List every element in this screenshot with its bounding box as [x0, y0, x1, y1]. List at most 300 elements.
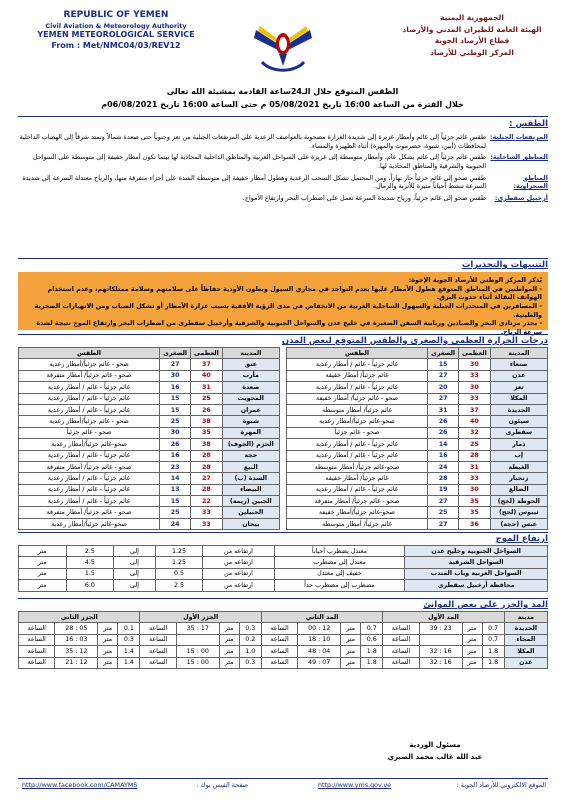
max-temp: 33: [459, 370, 490, 381]
tide-height: 0.7: [361, 623, 383, 635]
weather-desc: غائم جزئياً - غائم / أمطار رعدية: [19, 484, 160, 495]
temps-column-header: العظمى: [459, 348, 490, 359]
weather-desc: صحو-غائم جزئياً/أمطار رعدية: [287, 416, 428, 427]
city-name: شبوة: [222, 416, 279, 427]
weather-desc: صحو - غائم جزئياً: [287, 427, 428, 438]
height-to: 1.5: [66, 568, 114, 579]
max-temp: 25: [191, 393, 222, 404]
temps-row: [287, 439, 548, 450]
temps-row: [19, 507, 280, 518]
tide-height: 0.2: [239, 634, 261, 646]
warnings-heading: التنبيهات والتحذيرات: [461, 260, 548, 270]
height-to: 4.5: [66, 557, 114, 568]
temps-header-row: [287, 348, 548, 359]
weather-section: [18, 116, 548, 205]
weather-region-text: طقس صحو إلى غائم جزئياً، ورياح شديدة السرعة تعمل على اضطراب البحر وارتفاع الأمواج.: [242, 193, 486, 202]
tide-group-header: مدينة: [504, 612, 547, 623]
unit: متر: [19, 568, 67, 579]
warnings-box: [18, 272, 548, 336]
tide-height: 1.8: [361, 646, 383, 658]
tide-time: 16 : 32: [419, 646, 462, 658]
min-temp: 13: [159, 484, 190, 495]
tide-row: [19, 657, 548, 669]
weather-desc: غائم جزئياً - غائم / أمطار رعدية: [19, 473, 160, 484]
document-ref: From : Met/NMC04/03/REV12: [51, 40, 181, 50]
coast-name: محافظة أرخبيل سقطرى: [405, 580, 548, 591]
tides-section: [18, 598, 548, 612]
tide-unit-m: متر: [462, 623, 482, 635]
max-temp: 28: [191, 450, 222, 461]
tide-height: 1.8: [361, 657, 383, 669]
temps-row: [287, 404, 548, 415]
tide-unit-m: متر: [219, 623, 239, 635]
port-name: عدن: [504, 657, 547, 669]
temps-row: [287, 382, 548, 393]
tide-time: 00 : 15: [176, 646, 219, 658]
min-temp: 20: [427, 382, 458, 393]
waves-section: [18, 532, 548, 546]
max-temp: 30: [459, 382, 490, 393]
tide-height: 0.6: [361, 634, 383, 646]
weather-item: [18, 174, 548, 191]
city-name: المحويت: [222, 393, 279, 404]
temps-row: [19, 359, 280, 370]
weather-desc: غائم جزئياً/ أمطار متوسطة: [287, 404, 428, 415]
city-name: زنجبار: [490, 473, 547, 484]
tide-unit-h: الساعة: [140, 634, 176, 646]
tide-time: 10 : 18: [298, 634, 341, 646]
to-label: إلى: [114, 568, 156, 579]
temps-row: [19, 427, 280, 438]
max-temp: 28: [191, 484, 222, 495]
city-name: عدن: [490, 370, 547, 381]
min-temp: 27: [159, 359, 190, 370]
port-name: الحديدة: [504, 623, 547, 635]
max-temp: 26: [191, 404, 222, 415]
min-temp: 16: [159, 450, 190, 461]
tide-unit-h: الساعة: [19, 623, 55, 635]
warning-item: يُذكر المركز الوطني للأرصاد الجوية الإخوة:: [408, 276, 542, 284]
tide-group-header: المد الثاني: [261, 612, 382, 623]
wave-row: [19, 568, 548, 579]
min-temp: 28: [427, 473, 458, 484]
temps-header-row: [19, 348, 280, 359]
temps-row: [287, 496, 548, 507]
wave-row: [19, 557, 548, 568]
city-name: المكلا: [490, 393, 547, 404]
temps-row: [19, 393, 280, 404]
city-name: سيئون: [490, 416, 547, 427]
unit: متر: [19, 580, 67, 591]
min-temp: 15: [427, 359, 458, 370]
max-temp: 28: [459, 450, 490, 461]
temps-column-header: الطقس: [19, 348, 160, 359]
min-temp: 31: [427, 404, 458, 415]
weather-desc: صحو - غائم جزئياً/ أمطار متفرقة: [287, 496, 428, 507]
temps-row: [19, 370, 280, 381]
warning-item: - يحذر مرتادي البحر والصيادين وربابنة السفن الصغيرة في خليج عدن والسواحل الجنوبية والشرقية وأرخبيل سقطرى من اضطراب البحر وارتفاع الموج نتيجة لشدة سرعة الرياح.: [36, 319, 542, 336]
tide-time: 17 : 35: [176, 623, 219, 635]
max-temp: 30: [459, 359, 490, 370]
weather-desc: غائم جزئياً - غائم / أمطار رعدية: [19, 496, 160, 507]
tide-time: 23 : 39: [419, 623, 462, 635]
max-temp: 33: [459, 393, 490, 404]
country-name-en: REPUBLIC OF YEMEN: [63, 10, 169, 20]
city-name: ثيبوس (لحج): [490, 507, 547, 518]
tide-unit-h: الساعة: [261, 623, 297, 635]
sea-state: خفيف إلى معتدل: [274, 568, 405, 579]
city-name: البيضاء: [222, 484, 279, 495]
temps-row: [287, 461, 548, 472]
tide-unit-m: متر: [219, 646, 239, 658]
footer: [18, 778, 548, 791]
max-temp: 25: [459, 439, 490, 450]
max-temp: 37: [459, 404, 490, 415]
to-label: إلى: [114, 557, 156, 568]
tide-time: 07 : 49: [298, 657, 341, 669]
tide-unit-h: الساعة: [383, 657, 419, 669]
signature-block: [380, 740, 490, 764]
temps-column-header: العظمى: [191, 348, 222, 359]
weather-heading: الطقس :: [509, 119, 548, 129]
tide-unit-h: الساعة: [140, 623, 176, 635]
tide-group-header: الجزر الأول: [140, 612, 261, 623]
city-name: السدة (ب): [222, 473, 279, 484]
wave-row: [19, 546, 548, 557]
weather-desc: غائم جزئياً - غائم / أمطار رعدية: [287, 450, 428, 461]
tide-time: 16 : 32: [419, 657, 462, 669]
height-from: 2.5: [155, 580, 203, 591]
weather-region-label: المرتفعات الجبلية:: [490, 133, 548, 141]
tide-unit-m: متر: [341, 646, 361, 658]
facebook-link[interactable]: http://www.facebook.com/CAMAYMS: [22, 781, 138, 789]
weather-region-label: المناطق الصحراوية:: [513, 173, 548, 191]
tide-height: 1.8: [482, 657, 504, 669]
coast-name: السواحل الغربية وباب المندب: [405, 568, 548, 579]
tide-row: [19, 623, 548, 635]
sea-state: معتدل يضطرب أحياناً: [274, 546, 405, 557]
tide-height: 0.7: [482, 634, 504, 646]
tides-table: [18, 611, 548, 669]
height-to: 2.5: [66, 546, 114, 557]
city-name: الحوطة (لحج): [490, 496, 547, 507]
tides-header-row: [19, 612, 548, 623]
temps-column-header: المدينة: [222, 348, 279, 359]
max-temp: 31: [459, 461, 490, 472]
city-name: ذمار: [490, 439, 547, 450]
weather-item: [18, 194, 548, 203]
center-name-ar: المركز الوطني للأرصاد: [430, 47, 514, 57]
temps-row: [287, 484, 548, 495]
coast-name: السواحل الجنوبية وخليج عدن: [405, 546, 548, 557]
tide-unit-m: متر: [462, 634, 482, 646]
temps-row: [19, 416, 280, 427]
temps-row: [19, 439, 280, 450]
website-label: الموقع الالكتروني للأرصاد الجوية :: [456, 781, 546, 789]
temps-row: [287, 507, 548, 518]
header-arabic: [397, 12, 547, 59]
tide-time: 04 : 48: [298, 646, 341, 658]
temps-row: [19, 496, 280, 507]
temps-row: [19, 461, 280, 472]
weather-region-text: طقس صحو إلى غائم جزئياً حار نهاراً، ومن المحتمل تشكل السحب الرعدية وهطول أمطار خفيفة إلى متوسطة الشدة على أجزاء متفرقة منها، والرياح معتدلة السرعة إلى شديدة السرعة تنشط أحياناً مثيرة للأتربة والرمال.: [22, 173, 486, 191]
weather-item: [18, 133, 548, 150]
min-temp: 26: [427, 427, 458, 438]
tide-height: 1.4: [118, 657, 140, 669]
weather-desc: صحو - غائم جزئياً/ أمطار متفرقة: [19, 370, 160, 381]
tide-unit-m: متر: [98, 634, 118, 646]
port-name: المخاء: [504, 634, 547, 646]
max-temp: 30: [459, 484, 490, 495]
tide-unit-h: الساعة: [19, 634, 55, 646]
facebook-label: صفحة الفيس بوك :: [196, 781, 248, 789]
weather-desc: صحو-غائم جزئياً/أمطار رعدية: [19, 518, 160, 529]
city-name: تعز: [490, 382, 547, 393]
min-temp: 24: [427, 461, 458, 472]
weather-desc: غائم جزئياً/ أمطار خفيفة: [287, 473, 428, 484]
min-temp: 27: [427, 496, 458, 507]
max-temp: 40: [191, 370, 222, 381]
tide-height: 0.7: [482, 623, 504, 635]
max-temp: 37: [191, 359, 222, 370]
height-from-label: ارتفاعه من: [203, 557, 274, 568]
min-temp: 30: [159, 370, 190, 381]
weather-desc: غائم جزئياً - غائم / أمطار رعدية: [287, 359, 428, 370]
min-temp: 14: [159, 473, 190, 484]
unit: متر: [19, 557, 67, 568]
temps-table-left: [18, 347, 280, 530]
temps-heading: درجات الحرارة العظمى والصغرى والطقس المتوقع لبعض المدن: [281, 336, 548, 346]
max-temp: 33: [459, 473, 490, 484]
tide-unit-h: الساعة: [383, 623, 419, 635]
min-temp: 27: [427, 518, 458, 529]
tide-unit-h: الساعة: [261, 646, 297, 658]
min-temp: 27: [427, 393, 458, 404]
temps-row: [19, 382, 280, 393]
tide-unit-h: الساعة: [383, 634, 419, 646]
temps-row: [287, 370, 548, 381]
max-temp: 33: [191, 507, 222, 518]
tide-group-header: المد الأول: [383, 612, 504, 623]
tide-height: 0.3: [239, 623, 261, 635]
weather-region-label: أرخبيل سقطرى:: [494, 193, 548, 202]
tide-row: [19, 646, 548, 658]
forecast-title-line1: الطقس المتوقع خلال الـ24ساعة القادمة بمشيئة الله تعالى: [166, 87, 399, 96]
max-temp: 35: [191, 427, 222, 438]
tide-time: 00 : 15: [176, 657, 219, 669]
tide-time: [419, 634, 462, 646]
to-label: إلى: [114, 546, 156, 557]
warning-item: - المواطنين في المناطق المتوقع هطول الأمطار عليها بعدم التواجد في مجاري السيول وبطون الأودية حفاظاً على سلامتهم وسلامة ممتلكاتهم، وعدم استخدام الهواتف النقالة أثناء حدوث البرق.: [47, 284, 542, 302]
tide-unit-m: متر: [98, 623, 118, 635]
tide-unit-h: الساعة: [261, 657, 297, 669]
min-temp: 14: [427, 439, 458, 450]
min-temp: 23: [159, 461, 190, 472]
header-english: [16, 10, 216, 51]
min-temp: 27: [427, 370, 458, 381]
city-name: الحزم (الجوف): [222, 439, 279, 450]
weather-desc: غائم جزئياً - غائم / أمطار رعدية: [19, 382, 160, 393]
min-temp: 25: [159, 416, 190, 427]
max-temp: 35: [459, 496, 490, 507]
temps-column-header: الطقس: [287, 348, 428, 359]
weather-desc: صحو - غائم جزئياً/ أمطار خفيفة: [287, 393, 428, 404]
max-temp: 32: [459, 427, 490, 438]
weather-desc: غائم جزئياً - غائم / أمطار رعدية: [287, 382, 428, 393]
height-from-label: ارتفاعه من: [203, 568, 274, 579]
max-temp: 27: [191, 473, 222, 484]
min-temp: 24: [159, 518, 190, 529]
weather-desc: غائم جزئياً - غائم / أمطار رعدية: [19, 450, 160, 461]
height-from: 1.25: [155, 557, 203, 568]
wave-row: [19, 580, 548, 591]
weather-desc: صحو-غائم جزئياً/أمطار رعدية: [19, 439, 160, 450]
city-name: البيع: [222, 461, 279, 472]
tide-time: 03 : 16: [55, 634, 98, 646]
tide-group-header: الجزر الثاني: [19, 612, 140, 623]
city-name: بيحان: [222, 518, 279, 529]
tide-time: [176, 634, 219, 646]
sea-state: معتدل إلى مضطرب: [274, 557, 405, 568]
temps-row: [19, 484, 280, 495]
weather-region-text: طقس غائم جزئياً إلى غائم بشكل عام، وأمطار متوسطة إلى غزيرة على السواحل الغربية والمناطق الداخلية المحاذية لها بينما تكون أمطار خفيفة إلى متوسطة على السواحل الجنوبية والشرقية والمناطق المحاذية لها.: [32, 153, 486, 170]
temps-row: [19, 518, 280, 529]
tide-unit-h: الساعة: [140, 657, 176, 669]
temps-row: [287, 359, 548, 370]
height-from-label: ارتفاعه من: [203, 546, 274, 557]
forecast-title: [40, 86, 525, 112]
weather-desc: صحو - غائم جزئياً/ أمطار متفرقة: [19, 461, 160, 472]
temps-row: [287, 450, 548, 461]
authority-name-en: Civil Aviation & Meteorology Authority: [45, 21, 187, 30]
tide-row: [19, 634, 548, 646]
tide-unit-m: متر: [462, 657, 482, 669]
temps-row: [19, 473, 280, 484]
temps-section: [18, 334, 548, 348]
height-from: 1.25: [155, 546, 203, 557]
tide-time: 12 : 00: [298, 623, 341, 635]
weather-desc: غائم جزئياً/ أمطار متوسطة: [287, 518, 428, 529]
tide-height: 0.3: [118, 634, 140, 646]
temps-row: [287, 427, 548, 438]
min-temp: 19: [427, 484, 458, 495]
min-temp: 15: [159, 404, 190, 415]
weather-desc: صحو - غائم جزئياً/ أمطار متفرقة: [19, 507, 160, 518]
height-from-label: ارتفاعه من: [203, 580, 274, 591]
tide-height: 0.3: [239, 657, 261, 669]
tide-unit-h: الساعة: [383, 646, 419, 658]
min-temp: 25: [427, 507, 458, 518]
temps-column-header: المدينة: [490, 348, 547, 359]
city-name: عتق: [222, 359, 279, 370]
city-name: إب: [490, 450, 547, 461]
website-link[interactable]: http://www.yms.gov.ye: [318, 781, 392, 789]
tide-height: 1.8: [482, 646, 504, 658]
temps-row: [19, 404, 280, 415]
max-temp: 36: [459, 518, 490, 529]
waves-heading: ارتفاع الموج: [495, 534, 548, 544]
tide-unit-m: متر: [341, 657, 361, 669]
shift-officer-name: عبد الله غالب محمد الصبري: [387, 752, 483, 761]
service-name-en: YEMEN METEOROLOGICAL SERVICE: [37, 30, 195, 40]
weather-item: [18, 153, 548, 170]
weather-list: [18, 133, 548, 202]
city-name: المهرة: [222, 427, 279, 438]
country-name-ar: الجمهورية اليمنية: [440, 13, 504, 22]
weather-desc: غائم جزئياً - غائم / أمطار رعدية: [287, 484, 428, 495]
temps-row: [287, 518, 548, 529]
weather-region-text: طقس غائم جزئياً إلى غائم وأمطار غزيرة إلى شديدة الغزارة مصحوبة بالعواصف الرعدية على المرتفعات الجبلية من تعز وجنوباً حتى صعدة شمالاً وتمتد شرقاً إلى الهضاب الداخلية لمحافظات (أبين، شبوة، حضرموت والمهرة) أثناء الظهيرة والمساء.: [19, 133, 486, 150]
unit: متر: [19, 546, 67, 557]
min-temp: 15: [159, 496, 190, 507]
city-name: الحبيلين: [222, 507, 279, 518]
max-temp: 38: [191, 416, 222, 427]
max-temp: 40: [459, 416, 490, 427]
tide-height: 1.0: [239, 646, 261, 658]
city-name: الجبين (ريمة): [222, 496, 279, 507]
weather-desc: صحو-غائم جزئياً/ أمطار متوسطة: [287, 461, 428, 472]
weather-desc: غائم جزئياً - غائم / أمطار رعدية: [287, 439, 428, 450]
city-name: الحديدة: [490, 404, 547, 415]
weather-region-label: المناطق الساحلية:: [490, 153, 548, 162]
weather-desc: صحو - غائم جزئياً/أمطار رعدية: [19, 416, 160, 427]
city-name: مأرب: [222, 370, 279, 381]
max-temp: 28: [191, 461, 222, 472]
weather-desc: صحو - غائم جزئياً: [19, 427, 160, 438]
city-name: صنعاء: [490, 359, 547, 370]
waves-table: [18, 545, 548, 592]
tide-unit-m: متر: [462, 646, 482, 658]
temps-row: [287, 416, 548, 427]
city-name: الضالع: [490, 484, 547, 495]
tide-unit-m: متر: [341, 634, 361, 646]
temps-row: [287, 473, 548, 484]
city-name: صعدة: [222, 382, 279, 393]
min-temp: 15: [159, 393, 190, 404]
height-from: 0.5: [155, 568, 203, 579]
weather-desc: صحو-غائم جزئياً/أمطار خفيفة: [287, 507, 428, 518]
tide-time: 12 : 35: [55, 646, 98, 658]
city-name: سقطرى: [490, 427, 547, 438]
forecast-period: خلال الفترة من الساعة 16:00 تاريخ 05/08/2021 م حتى الساعة 16:00 تاريخ 06/08/2021م: [101, 99, 464, 109]
weather-desc: غائم جزئياً - غائم / أمطار رعدية: [19, 404, 160, 415]
city-name: عبس (حجة): [490, 518, 547, 529]
tides-heading: المد والجزر على بعض الموانئ: [423, 600, 548, 610]
min-temp: 16: [159, 382, 190, 393]
min-temp: 26: [427, 416, 458, 427]
temps-column-header: الصغرى: [159, 348, 190, 359]
tide-unit-m: متر: [219, 657, 239, 669]
tide-unit-h: الساعة: [261, 634, 297, 646]
min-temp: 30: [159, 427, 190, 438]
tide-unit-m: متر: [98, 646, 118, 658]
temps-row: [19, 450, 280, 461]
weather-desc: صحو - غائم جزئياً/أمطار رعدية: [19, 359, 160, 370]
tide-unit-m: متر: [98, 657, 118, 669]
warning-item: - المسافرين في المنحدرات الجبلية والسهول الساحلية الغربية من الانخفاض في مدى الرؤية الأفقية بسبب غزارة الأمطار أو تشكل الضباب ومن الانهيارات الصخرية والطينية.: [34, 301, 542, 319]
tide-time: 12 : 21: [55, 657, 98, 669]
tide-unit-m: متر: [219, 634, 239, 646]
max-temp: 35: [459, 507, 490, 518]
port-name: المكلا: [504, 646, 547, 658]
coast-name: السواحل الشرقية: [405, 557, 548, 568]
min-temp: 26: [159, 439, 190, 450]
warnings-section: [18, 258, 548, 270]
sea-state: مضطرب إلى مضطرب جداً: [274, 580, 405, 591]
max-temp: 22: [191, 496, 222, 507]
temps-row: [287, 393, 548, 404]
tide-height: 0.1: [118, 623, 140, 635]
